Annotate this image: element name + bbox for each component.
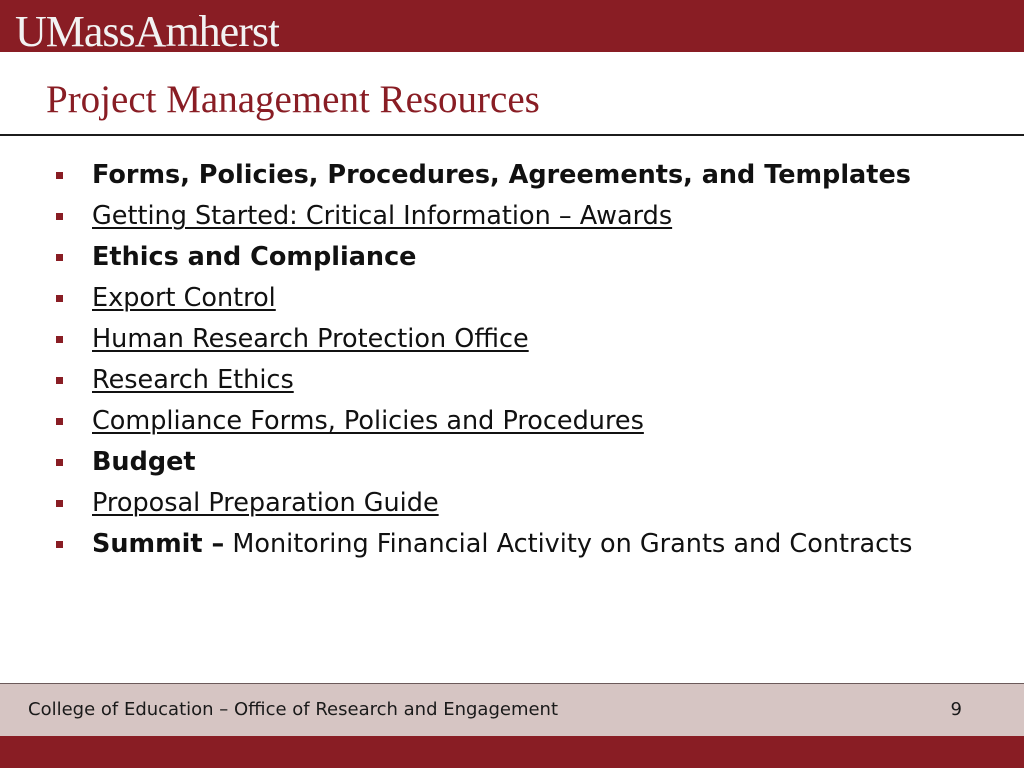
list-item-human-research [56,322,916,356]
human-research-protection-link[interactable]: Human Research Protection Office [92,324,529,354]
square-bullet-icon [56,295,63,302]
square-bullet-icon [56,418,63,425]
proposal-preparation-guide-link[interactable]: Proposal Preparation Guide [92,488,439,518]
page-number: 9 [950,699,962,720]
resource-list [56,158,916,568]
footer-department-text: College of Education – Office of Research and Engagement [28,699,559,720]
square-bullet-icon [56,336,63,343]
summit-description: Monitoring Financial Activity on Grants and Contracts [224,529,913,559]
compliance-forms-link[interactable]: Compliance Forms, Policies and Procedures [92,406,644,436]
square-bullet-icon [56,459,63,466]
header-bar [0,0,1024,52]
list-item-export-control [56,281,916,315]
square-bullet-icon [56,254,63,261]
getting-started-link[interactable]: Getting Started: Critical Information – Awards [92,201,673,231]
umass-amherst-logo: UMassAmherst [15,7,280,54]
summit-label: Summit – [92,529,225,559]
square-bullet-icon [56,213,63,220]
square-bullet-icon [56,172,63,179]
list-item-proposal-guide [56,486,916,520]
title-divider [0,134,1024,136]
list-item-budget [56,445,916,479]
section-heading-ethics: Ethics and Compliance [92,242,417,272]
section-heading-forms: Forms, Policies, Procedures, Agreements, and Templates [92,160,911,190]
list-item-forms-policies [56,158,916,192]
list-item-ethics-compliance [56,240,916,274]
list-item-summit [56,527,916,561]
list-item-getting-started [56,199,916,233]
slide-title: Project Management Resources [46,78,540,121]
square-bullet-icon [56,377,63,384]
research-ethics-link[interactable]: Research Ethics [92,365,294,395]
footer-band [0,683,1024,736]
export-control-link[interactable]: Export Control [92,283,276,313]
footer-bar [0,736,1024,768]
square-bullet-icon [56,500,63,507]
section-heading-budget: Budget [92,447,196,477]
list-item-compliance-forms [56,404,916,438]
square-bullet-icon [56,541,63,548]
list-item-research-ethics [56,363,916,397]
